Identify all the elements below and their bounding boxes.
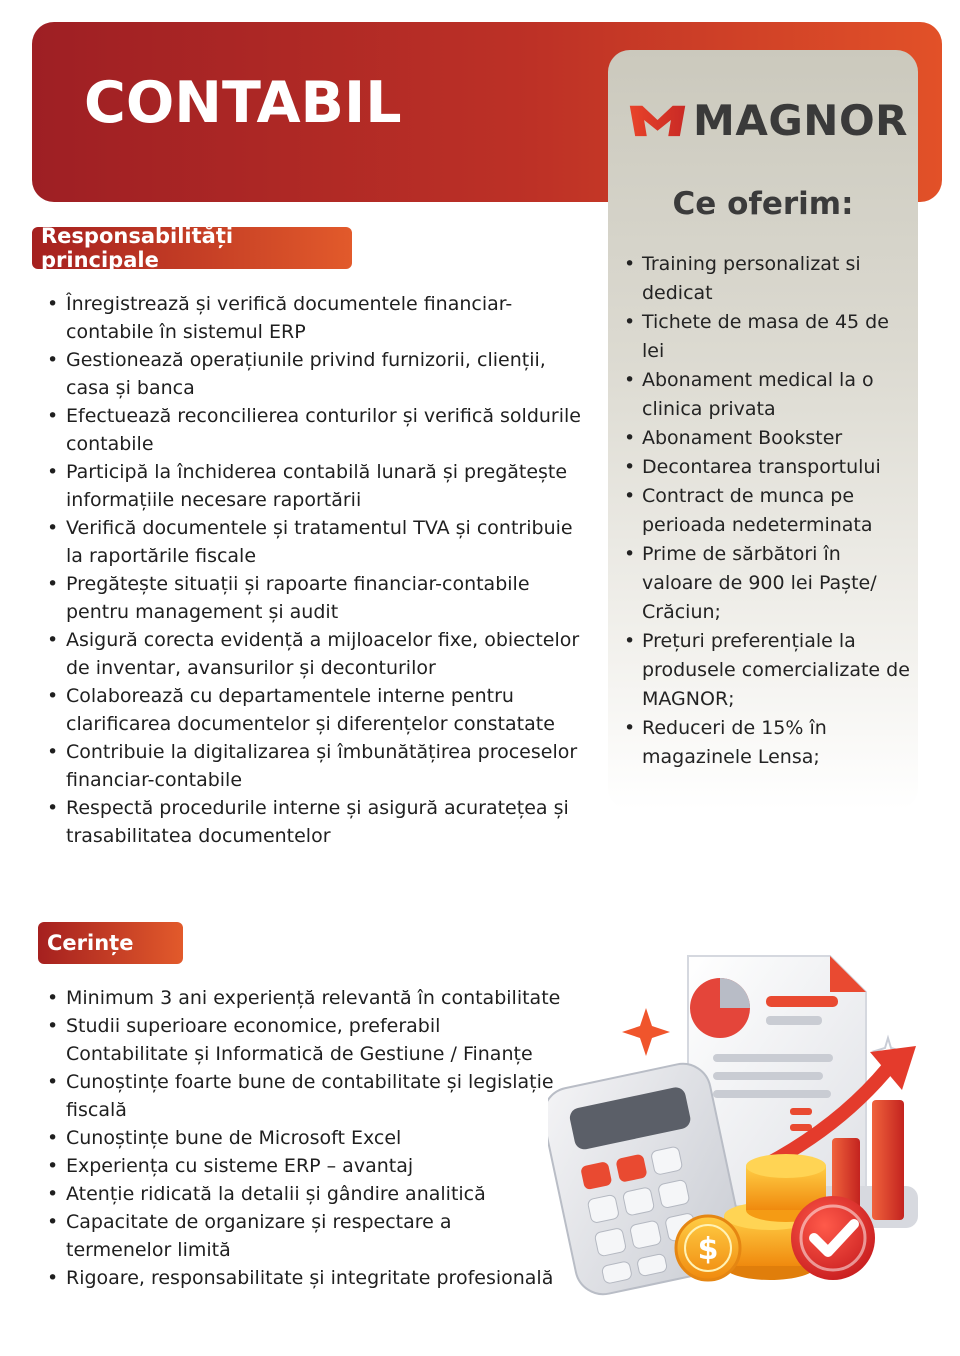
offer-list — [622, 250, 912, 772]
responsibility-item: • Respectă procedurile interne și asigură acuratețea și trasabilitatea documentelor — [42, 794, 592, 850]
offer-item: • Decontarea transportului — [622, 453, 912, 482]
requirement-item: • Experiența cu sisteme ERP – avantaj — [42, 1152, 562, 1180]
responsibility-item: • Pregătește situații și rapoarte financiar-contabile pentru management și audit — [42, 570, 592, 626]
brand-name: MAGNOR — [693, 95, 908, 145]
responsibility-item: • Colaborează cu departamentele interne pentru clarificarea documentelor și diferențelor constatate — [42, 682, 592, 738]
responsibility-item: • Gestionează operațiunile privind furnizorii, clienții, casa și banca — [42, 346, 592, 402]
responsibility-item: • Participă la închiderea contabilă lunară și pregătește informațiile necesare raportării — [42, 458, 592, 514]
offer-heading: Ce oferim: — [672, 186, 854, 222]
accounting-illustration — [548, 948, 938, 1300]
requirement-item: • Minimum 3 ani experiență relevantă în contabilitate — [42, 984, 562, 1012]
brand-logo — [628, 90, 908, 150]
requirement-item: • Cunoștințe bune de Microsoft Excel — [42, 1124, 562, 1152]
requirement-item: • Cunoștințe foarte bune de contabilitate și legislație fiscală — [42, 1068, 562, 1124]
responsibilities-label: Responsabilități principale — [32, 227, 352, 269]
offer-item: • Contract de munca pe perioada nedeterminata — [622, 482, 912, 540]
checkmark-badge-icon — [791, 1196, 875, 1280]
sparkle-icon — [622, 1008, 670, 1056]
offer-item: • Prime de sărbători în valoare de 900 lei Paște/ Crăciun; — [622, 540, 912, 627]
offer-item: • Reduceri de 15% în magazinele Lensa; — [622, 714, 912, 772]
offer-item: • Training personalizat si dedicat — [622, 250, 912, 308]
responsibilities-list — [42, 290, 592, 850]
responsibility-item: • Efectuează reconcilierea conturilor și verifică soldurile contabile — [42, 402, 592, 458]
magnor-logo-icon — [628, 98, 687, 142]
responsibility-item: • Înregistrează și verifică documentele financiar-contabile în sistemul ERP — [42, 290, 592, 346]
requirement-item: • Capacitate de organizare și respectare a termenelor limită — [42, 1208, 562, 1264]
requirement-item: • Atenție ridicată la detalii și gândire analitică — [42, 1180, 562, 1208]
responsibility-item: • Asigură corecta evidență a mijloacelor fixe, obiectelor de inventar, avansurilor și deconturilor — [42, 626, 592, 682]
offer-item: • Abonament medical la o clinica privata — [622, 366, 912, 424]
offer-item: • Tichete de masa de 45 de lei — [622, 308, 912, 366]
requirement-item: • Rigoare, responsabilitate și integritate profesională — [42, 1264, 562, 1292]
requirements-label: Cerințe — [38, 922, 183, 964]
responsibility-item: • Contribuie la digitalizarea și îmbunătățirea proceselor financiar-contabile — [42, 738, 592, 794]
coin-symbol: $ — [697, 1232, 719, 1267]
offer-item: • Prețuri preferențiale la produsele comercializate de MAGNOR; — [622, 627, 912, 714]
requirements-list — [42, 984, 562, 1292]
requirement-item: • Studii superioare economice, preferabil Contabilitate și Informatică de Gestiune / Finanțe — [42, 1012, 562, 1068]
offer-item: • Abonament Bookster — [622, 424, 912, 453]
page-title: CONTABIL — [84, 70, 402, 136]
responsibility-item: • Verifică documentele și tratamentul TVA și contribuie la raportările fiscale — [42, 514, 592, 570]
